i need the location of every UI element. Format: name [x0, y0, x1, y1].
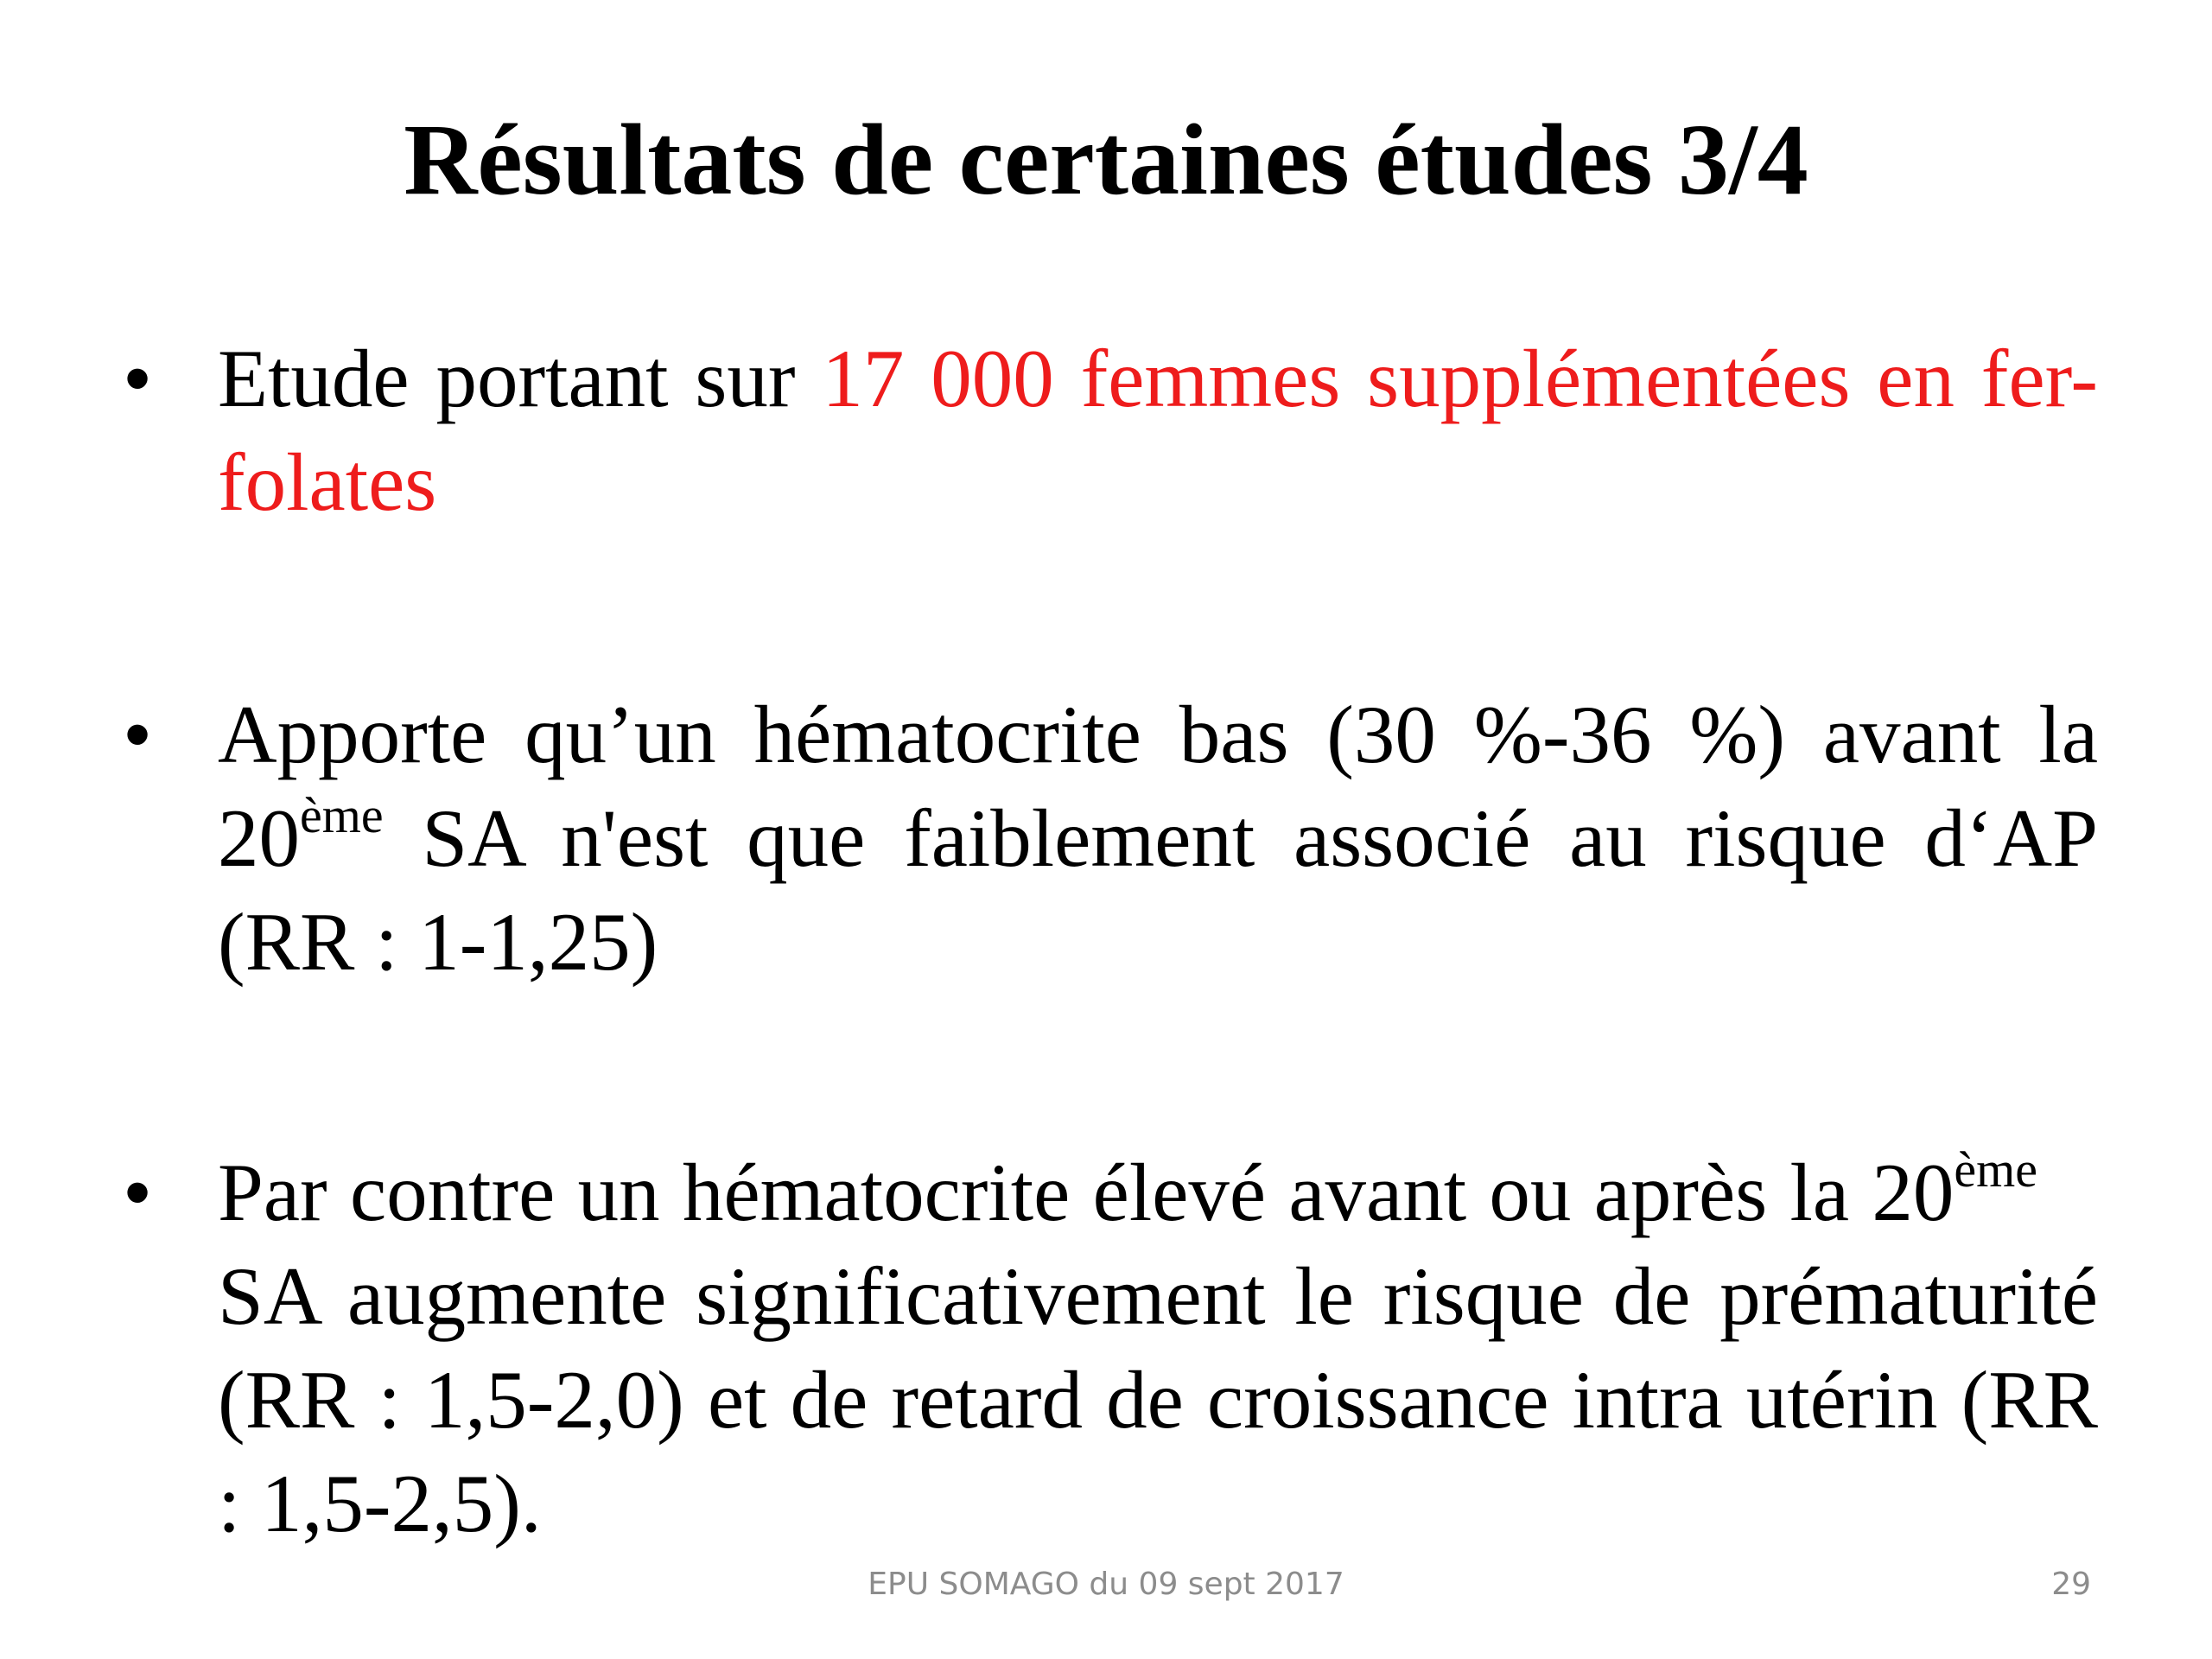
bullet-2-superscript: ème	[300, 787, 384, 844]
slide-title: Résultats de certaines études 3/4	[404, 103, 1808, 216]
bullet-2-text-start: Apporte qu’un hématocrite bas (30 %-36 %) avant la 20	[218, 689, 2098, 884]
bullet-2-text-end: SA n'est que faiblement associé au risque d‘AP (RR : 1-1,25)	[218, 792, 2098, 988]
bullet-1-highlight: 17 000 femmes supplémentées en fer-folates	[218, 333, 2098, 528]
bullet-item-3	[124, 1141, 2098, 1555]
bullet-3-superscript: ème	[1954, 1141, 2037, 1198]
bullet-item-1	[124, 327, 2098, 534]
bullet-icon: •	[124, 693, 151, 776]
bullet-3-text-start: Par contre un hématocrite élevé avant ou après la 20	[218, 1147, 1955, 1238]
page-number: 29	[2051, 1567, 2091, 1602]
bullet-icon: •	[124, 1151, 151, 1234]
bullet-item-2	[124, 683, 2098, 994]
bullet-1-text: Etude portant sur	[218, 333, 823, 424]
bullet-3-text-end: SA augmente significativement le risque de prématurité (RR : 1,5-2,0) et de retard de croissance intra utérin (RR : 1,5-2,5).	[218, 1250, 2098, 1549]
bullet-icon: •	[124, 337, 151, 420]
footer-text: EPU SOMAGO du 09 sept 2017	[868, 1567, 1344, 1602]
